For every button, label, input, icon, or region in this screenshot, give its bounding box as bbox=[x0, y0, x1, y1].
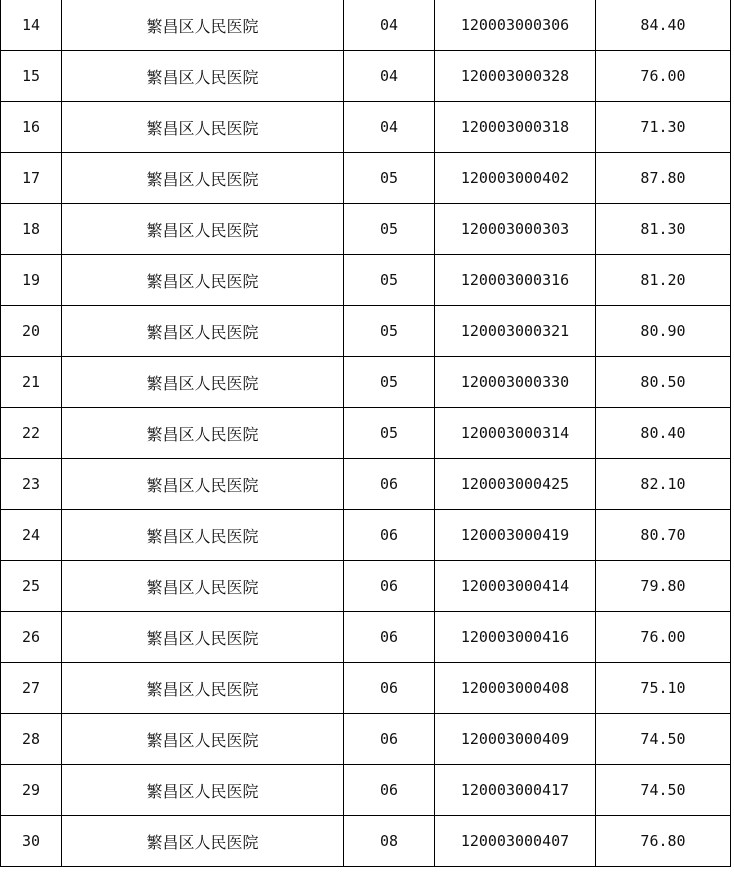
unit-name-cell: 繁昌区人民医院 bbox=[62, 204, 344, 255]
table-row bbox=[1, 0, 731, 51]
score-cell: 80.50 bbox=[596, 357, 731, 408]
score-cell: 76.00 bbox=[596, 51, 731, 102]
score-cell: 76.80 bbox=[596, 816, 731, 867]
unit-name-cell: 繁昌区人民医院 bbox=[62, 102, 344, 153]
score-cell: 71.30 bbox=[596, 102, 731, 153]
post-code-cell: 06 bbox=[344, 663, 435, 714]
table-row bbox=[1, 408, 731, 459]
row-number-cell: 23 bbox=[1, 459, 62, 510]
row-number-cell: 26 bbox=[1, 612, 62, 663]
ticket-number-cell: 120003000407 bbox=[435, 816, 596, 867]
unit-name-cell: 繁昌区人民医院 bbox=[62, 459, 344, 510]
ticket-number-cell: 120003000408 bbox=[435, 663, 596, 714]
post-code-cell: 05 bbox=[344, 408, 435, 459]
row-number-cell: 17 bbox=[1, 153, 62, 204]
post-code-cell: 06 bbox=[344, 765, 435, 816]
row-number-cell: 27 bbox=[1, 663, 62, 714]
table-row bbox=[1, 153, 731, 204]
ticket-number-cell: 120003000416 bbox=[435, 612, 596, 663]
post-code-cell: 08 bbox=[344, 816, 435, 867]
unit-name-cell: 繁昌区人民医院 bbox=[62, 51, 344, 102]
post-code-cell: 05 bbox=[344, 204, 435, 255]
post-code-cell: 06 bbox=[344, 714, 435, 765]
results-table-body bbox=[1, 0, 731, 867]
post-code-cell: 06 bbox=[344, 612, 435, 663]
unit-name-cell: 繁昌区人民医院 bbox=[62, 0, 344, 51]
table-row bbox=[1, 561, 731, 612]
score-cell: 74.50 bbox=[596, 765, 731, 816]
unit-name-cell: 繁昌区人民医院 bbox=[62, 306, 344, 357]
ticket-number-cell: 120003000425 bbox=[435, 459, 596, 510]
row-number-cell: 25 bbox=[1, 561, 62, 612]
row-number-cell: 22 bbox=[1, 408, 62, 459]
unit-name-cell: 繁昌区人民医院 bbox=[62, 510, 344, 561]
unit-name-cell: 繁昌区人民医院 bbox=[62, 765, 344, 816]
ticket-number-cell: 120003000419 bbox=[435, 510, 596, 561]
unit-name-cell: 繁昌区人民医院 bbox=[62, 408, 344, 459]
ticket-number-cell: 120003000306 bbox=[435, 0, 596, 51]
table-row bbox=[1, 765, 731, 816]
table-row bbox=[1, 255, 731, 306]
post-code-cell: 05 bbox=[344, 306, 435, 357]
post-code-cell: 05 bbox=[344, 255, 435, 306]
unit-name-cell: 繁昌区人民医院 bbox=[62, 153, 344, 204]
table-row bbox=[1, 102, 731, 153]
score-cell: 81.30 bbox=[596, 204, 731, 255]
ticket-number-cell: 120003000330 bbox=[435, 357, 596, 408]
ticket-number-cell: 120003000314 bbox=[435, 408, 596, 459]
post-code-cell: 05 bbox=[344, 153, 435, 204]
table-row bbox=[1, 510, 731, 561]
unit-name-cell: 繁昌区人民医院 bbox=[62, 663, 344, 714]
row-number-cell: 16 bbox=[1, 102, 62, 153]
score-cell: 75.10 bbox=[596, 663, 731, 714]
score-cell: 82.10 bbox=[596, 459, 731, 510]
ticket-number-cell: 120003000417 bbox=[435, 765, 596, 816]
row-number-cell: 18 bbox=[1, 204, 62, 255]
score-cell: 80.40 bbox=[596, 408, 731, 459]
score-cell: 76.00 bbox=[596, 612, 731, 663]
ticket-number-cell: 120003000328 bbox=[435, 51, 596, 102]
unit-name-cell: 繁昌区人民医院 bbox=[62, 612, 344, 663]
ticket-number-cell: 120003000402 bbox=[435, 153, 596, 204]
ticket-number-cell: 120003000414 bbox=[435, 561, 596, 612]
score-cell: 74.50 bbox=[596, 714, 731, 765]
ticket-number-cell: 120003000318 bbox=[435, 102, 596, 153]
ticket-number-cell: 120003000316 bbox=[435, 255, 596, 306]
score-cell: 87.80 bbox=[596, 153, 731, 204]
post-code-cell: 06 bbox=[344, 459, 435, 510]
unit-name-cell: 繁昌区人民医院 bbox=[62, 357, 344, 408]
post-code-cell: 04 bbox=[344, 0, 435, 51]
table-row bbox=[1, 612, 731, 663]
table-row bbox=[1, 306, 731, 357]
post-code-cell: 05 bbox=[344, 357, 435, 408]
unit-name-cell: 繁昌区人民医院 bbox=[62, 714, 344, 765]
table-row bbox=[1, 714, 731, 765]
table-row bbox=[1, 816, 731, 867]
ticket-number-cell: 120003000321 bbox=[435, 306, 596, 357]
ticket-number-cell: 120003000303 bbox=[435, 204, 596, 255]
score-cell: 81.20 bbox=[596, 255, 731, 306]
unit-name-cell: 繁昌区人民医院 bbox=[62, 561, 344, 612]
unit-name-cell: 繁昌区人民医院 bbox=[62, 255, 344, 306]
table-row bbox=[1, 459, 731, 510]
row-number-cell: 15 bbox=[1, 51, 62, 102]
row-number-cell: 14 bbox=[1, 0, 62, 51]
row-number-cell: 19 bbox=[1, 255, 62, 306]
table-row bbox=[1, 663, 731, 714]
row-number-cell: 24 bbox=[1, 510, 62, 561]
row-number-cell: 29 bbox=[1, 765, 62, 816]
row-number-cell: 30 bbox=[1, 816, 62, 867]
post-code-cell: 06 bbox=[344, 561, 435, 612]
post-code-cell: 04 bbox=[344, 51, 435, 102]
row-number-cell: 21 bbox=[1, 357, 62, 408]
score-cell: 79.80 bbox=[596, 561, 731, 612]
table-row bbox=[1, 204, 731, 255]
post-code-cell: 06 bbox=[344, 510, 435, 561]
post-code-cell: 04 bbox=[344, 102, 435, 153]
table-row bbox=[1, 357, 731, 408]
unit-name-cell: 繁昌区人民医院 bbox=[62, 816, 344, 867]
ticket-number-cell: 120003000409 bbox=[435, 714, 596, 765]
score-cell: 80.90 bbox=[596, 306, 731, 357]
score-cell: 84.40 bbox=[596, 0, 731, 51]
row-number-cell: 28 bbox=[1, 714, 62, 765]
row-number-cell: 20 bbox=[1, 306, 62, 357]
table-row bbox=[1, 51, 731, 102]
score-cell: 80.70 bbox=[596, 510, 731, 561]
